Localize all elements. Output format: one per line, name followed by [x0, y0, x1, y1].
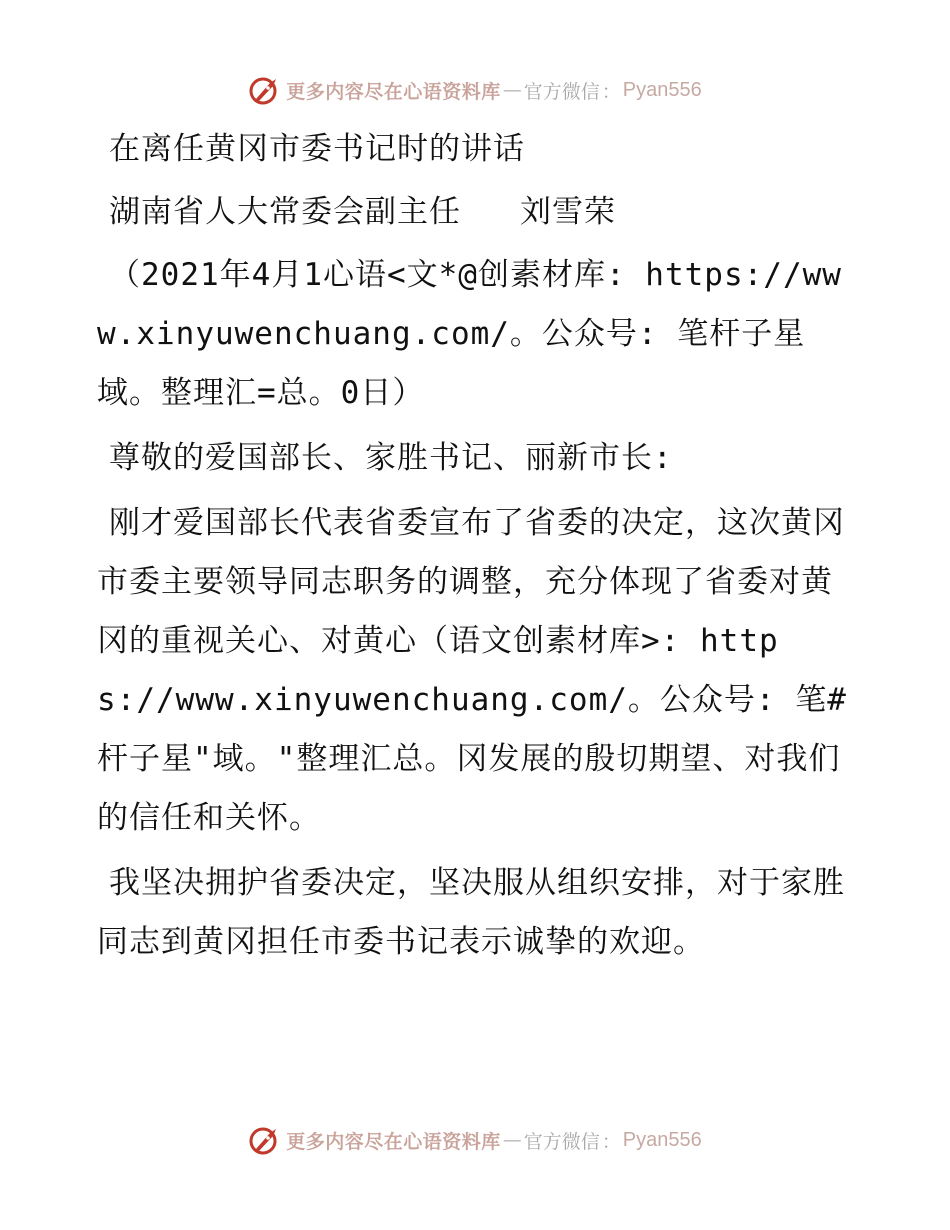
header-banner-tail: 官方微信: [523, 80, 600, 103]
footer-banner-text: 更多内容尽在心语资料库: [286, 1130, 501, 1153]
footer-banner-account-id: Pyan556: [622, 1128, 702, 1151]
document-paragraph-2: 我坚决拥护省委决定，坚决服从组织安排，对于家胜同志到黄冈担任市委书记表示诚挚的欢迎。: [97, 865, 845, 960]
header-banner-separator: —: [502, 79, 522, 101]
document-paragraph-1: 刚才爱国部长代表省委宣布了省委的决定，这次黄冈市委主要领导同志职务的调整，充分体现了省委对黄冈的重视关心、对黄心（语文创素材库>: https://www.xinyuwenchuang.com/。公众号: 笔#杆子星"域。"整理汇总。冈发展的殷切期望、对我们的信任和关怀。: [97, 505, 847, 836]
pen-nib-logo-icon: [248, 1123, 282, 1157]
pen-nib-logo-icon: [248, 73, 282, 107]
footer-banner: [0, 1120, 950, 1160]
document-date-line: （2021年4月1心语<文*@创素材库: https://www.xinyuwenchuang.com/。公众号: 笔杆子星域。整理汇=总。0日）: [97, 257, 842, 411]
header-banner: [0, 70, 950, 110]
header-banner-colon: ：: [601, 80, 621, 103]
footer-banner-separator: —: [502, 1129, 522, 1151]
document-body: [97, 120, 857, 972]
header-banner-account-id: Pyan556: [622, 78, 702, 101]
footer-banner-tail: 官方微信: [523, 1130, 600, 1153]
document-title: 在离任黄冈市委书记时的讲话: [109, 131, 525, 167]
document-greeting: 尊敬的爱国部长、家胜书记、丽新市长:: [109, 440, 673, 476]
footer-banner-colon: ：: [601, 1130, 621, 1153]
header-banner-text: 更多内容尽在心语资料库: [286, 80, 501, 103]
document-author: 湖南省人大常委会副主任 刘雪荣: [109, 194, 616, 230]
